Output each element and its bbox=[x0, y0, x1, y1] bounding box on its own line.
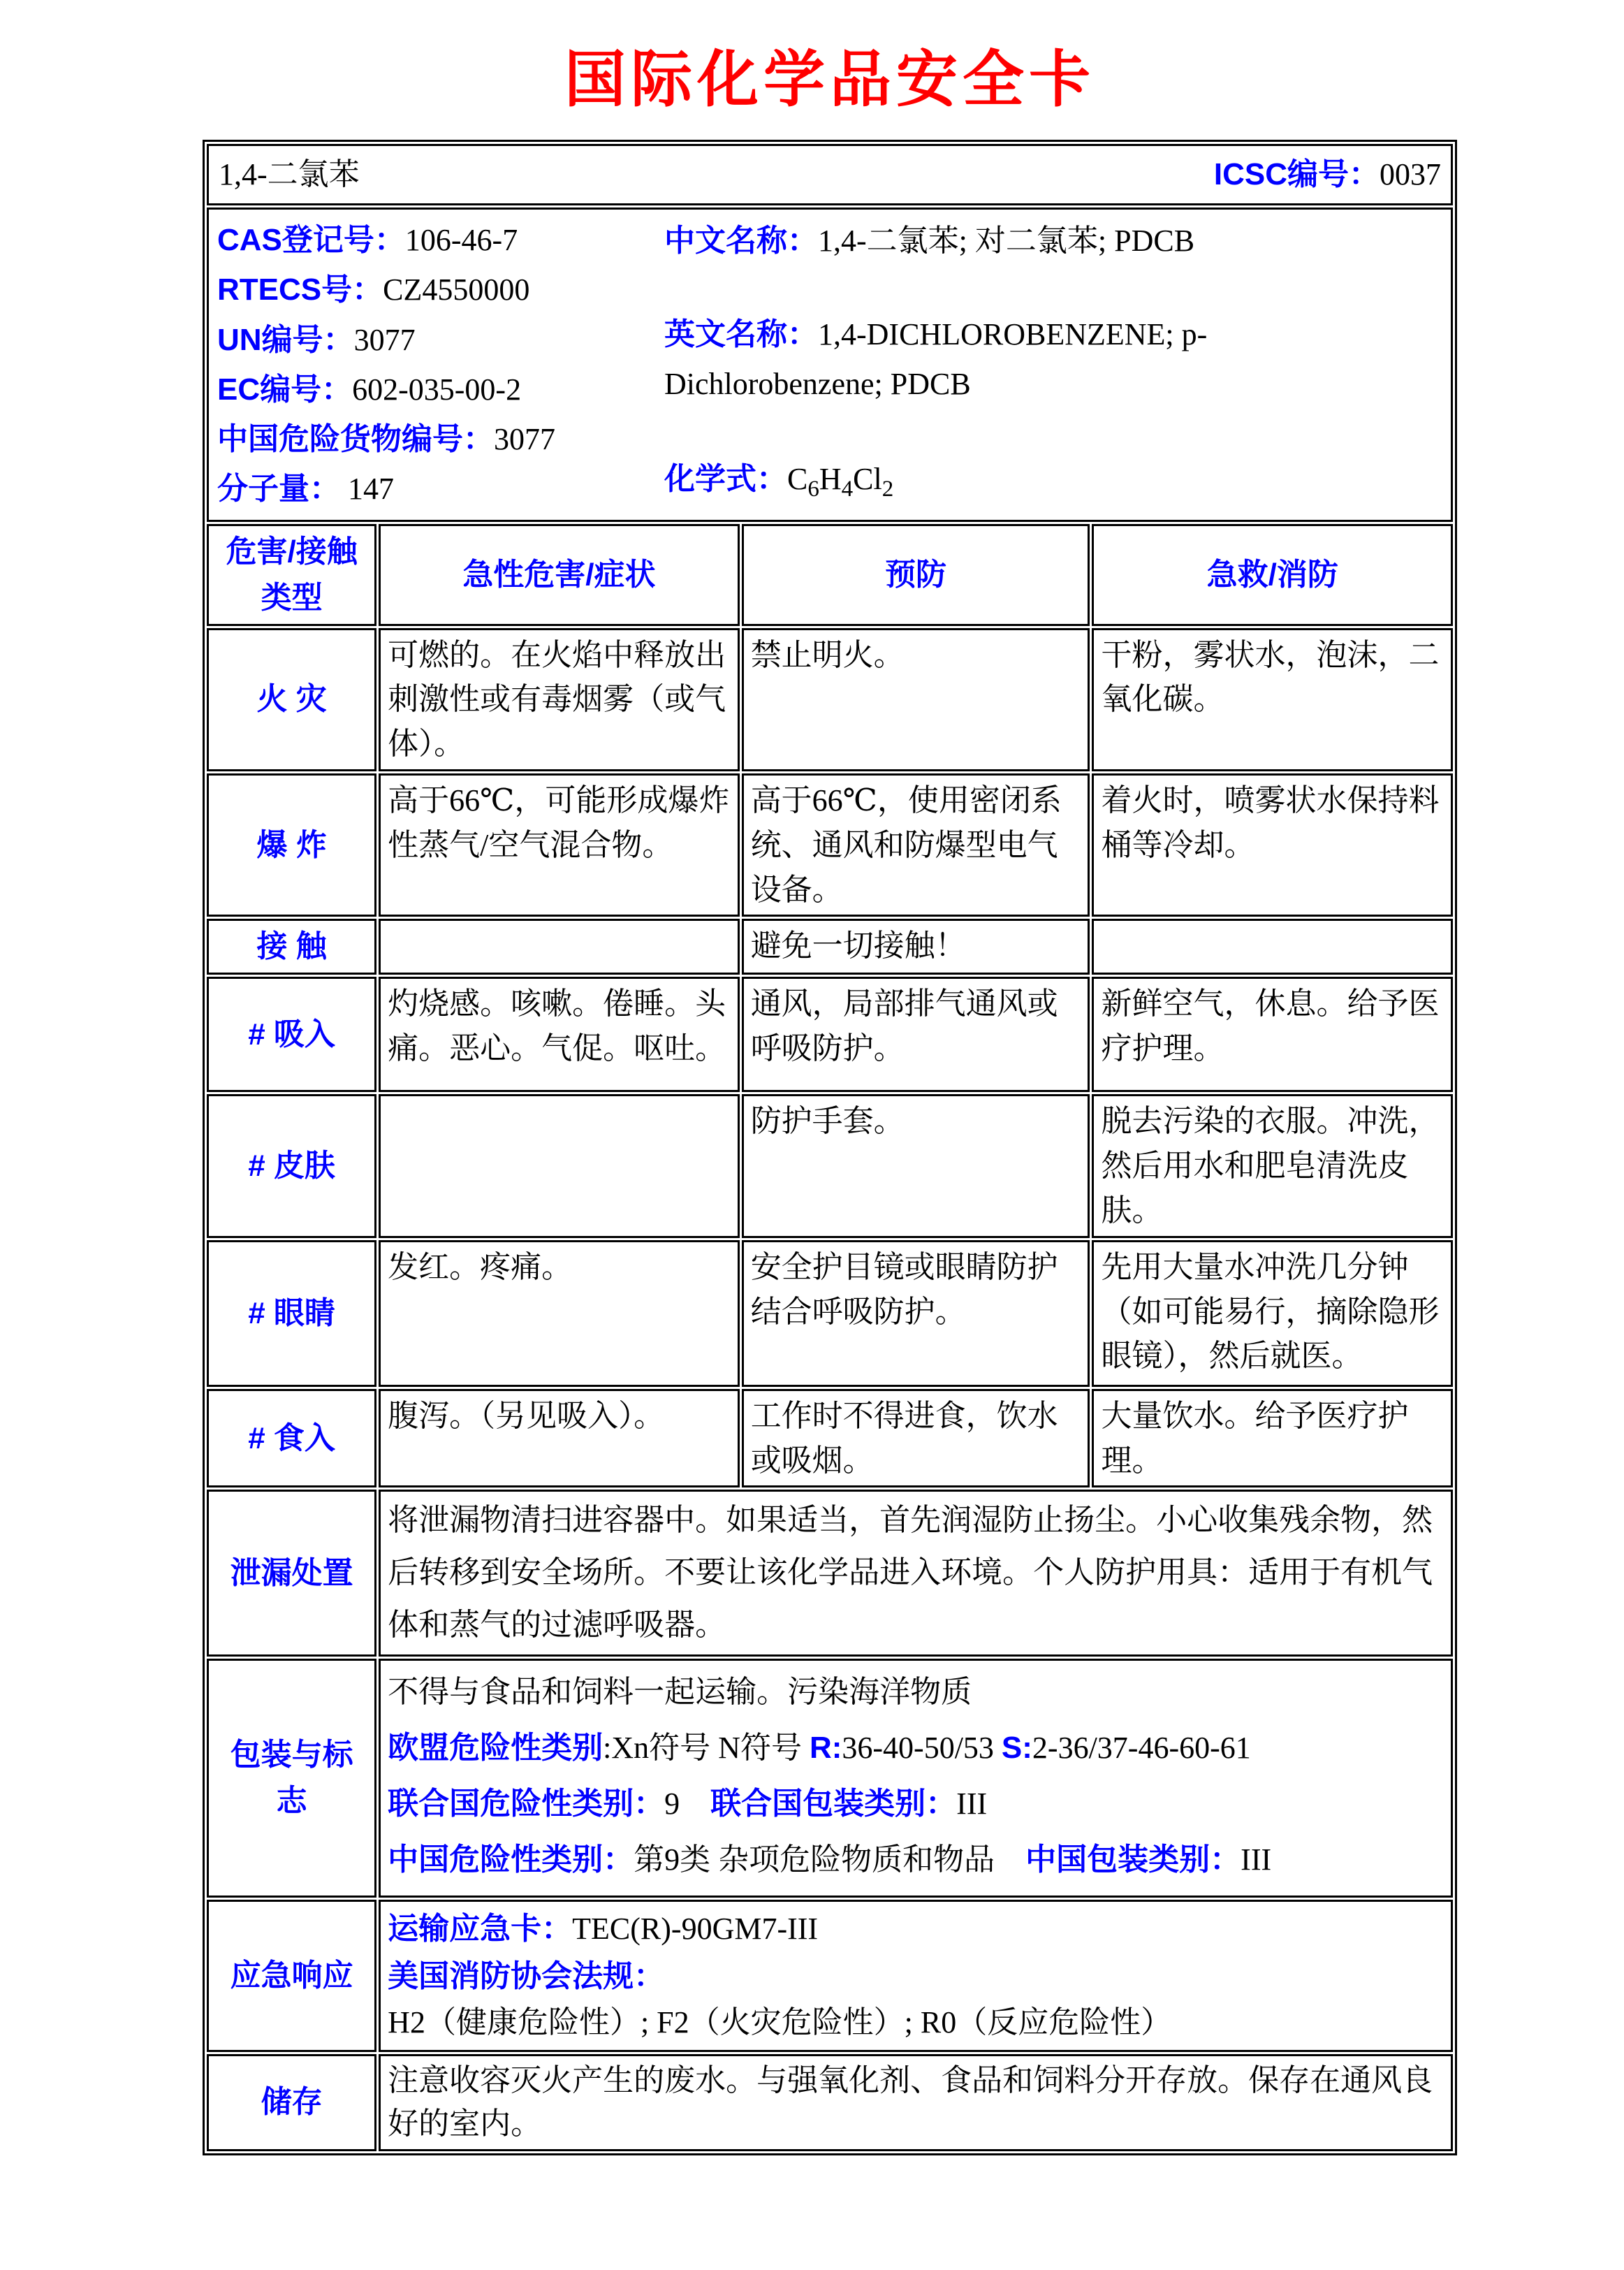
hazard-row-inhalation bbox=[207, 977, 1453, 1092]
fire-response: 干粉，雾状水，泡沫，二氧化碳。 bbox=[1092, 628, 1453, 771]
contact-symptoms bbox=[379, 919, 740, 975]
inhalation-response: 新鲜空气，休息。给予医疗护理。 bbox=[1092, 977, 1453, 1092]
ec-number-label: EC编号： bbox=[217, 372, 353, 407]
english-name-block bbox=[664, 310, 1442, 409]
ingestion-prevention: 工作时不得进食，饮水或吸烟。 bbox=[742, 1389, 1090, 1488]
hazard-type-explosion: 爆 炸 bbox=[207, 773, 376, 917]
cas-number-label: CAS登记号： bbox=[217, 223, 405, 257]
chinese-name-line bbox=[664, 217, 1442, 265]
packaging-transport-note: 不得与食品和饲料一起运输。污染海洋物质 bbox=[388, 1674, 972, 1709]
skin-prevention: 防护手套。 bbox=[742, 1094, 1090, 1237]
inhalation-symptoms: 灼烧感。咳嗽。倦睡。头痛。恶心。气促。呕吐。 bbox=[379, 977, 740, 1092]
emergency-response-row bbox=[207, 1900, 1453, 2052]
hazard-header-row bbox=[207, 524, 1453, 626]
spill-disposal-row bbox=[207, 1490, 1453, 1656]
rtecs-number-label: RTECS号： bbox=[217, 272, 383, 307]
english-name-value-line2: Dichlorobenzene; PDCB bbox=[664, 366, 971, 401]
identifiers-cell bbox=[207, 208, 1453, 522]
english-name-value-line1: 1,4-DICHLOROBENZENE; p- bbox=[818, 317, 1208, 352]
china-dg-number-line bbox=[217, 414, 664, 464]
identifiers-right-column bbox=[664, 215, 1442, 514]
molecular-weight-value: 147 bbox=[340, 472, 394, 507]
inhalation-prevention: 通风，局部排气通风或呼吸防护。 bbox=[742, 977, 1090, 1092]
hazard-type-contact: 接 触 bbox=[207, 919, 376, 975]
section-title-emergency-response: 应急响应 bbox=[207, 1900, 376, 2052]
icsc-number: 0037 bbox=[1380, 157, 1441, 192]
section-title-storage: 储存 bbox=[207, 2054, 376, 2151]
china-hazard-class-line: 中国危险性类别：第9类 杂项危险物质和物品 中国包装类别：III bbox=[388, 1842, 1272, 1877]
column-header-prevention: 预防 bbox=[742, 524, 1090, 626]
identifiers-left-column bbox=[217, 215, 664, 514]
identifiers-grid bbox=[216, 212, 1444, 517]
rtecs-number-line bbox=[217, 265, 664, 314]
fire-symptoms: 可燃的。在火焰中释放出刺激性或有毒烟雾（或气体）。 bbox=[379, 628, 740, 771]
fire-prevention: 禁止明火。 bbox=[742, 628, 1090, 771]
section-title-packaging-labelling: 包装与标志 bbox=[207, 1659, 376, 1898]
hazard-row-ingestion bbox=[207, 1389, 1453, 1488]
formula-line bbox=[664, 455, 1442, 504]
storage-row bbox=[207, 2054, 1453, 2151]
topbar bbox=[216, 149, 1444, 201]
storage-text: 注意收容灭火产生的废水。与强氧化剂、食品和饲料分开存放。保存在通风良好的室内。 bbox=[379, 2054, 1453, 2151]
chinese-name-label: 中文名称： bbox=[664, 224, 818, 258]
english-name-label: 英文名称： bbox=[664, 317, 818, 352]
chemical-name: 1,4-二氯苯 bbox=[219, 157, 360, 192]
un-number-value: 3077 bbox=[353, 322, 416, 357]
identifiers-row bbox=[207, 208, 1453, 522]
rtecs-number-value: CZ4550000 bbox=[383, 272, 530, 307]
column-header-response: 急救/消防 bbox=[1092, 524, 1453, 626]
hazard-type-ingestion: # 食入 bbox=[207, 1389, 376, 1488]
china-dg-number-label: 中国危险货物编号： bbox=[217, 422, 494, 457]
eyes-prevention: 安全护目镜或眼睛防护结合呼吸防护。 bbox=[742, 1240, 1090, 1387]
packaging-labelling-row bbox=[207, 1659, 1453, 1898]
explosion-symptoms: 高于66℃，可能形成爆炸性蒸气/空气混合物。 bbox=[379, 773, 740, 917]
molecular-weight-label: 分子量： bbox=[217, 472, 340, 507]
spill-disposal-text: 将泄漏物清扫进容器中。如果适当，首先润湿防止扬尘。小心收集残余物，然后转移到安全场所。不要让该化学品进入环境。个人防护用具：适用于有机气体和蒸气的过滤呼吸器。 bbox=[379, 1490, 1453, 1656]
section-title-spill-disposal: 泄漏处置 bbox=[207, 1490, 376, 1656]
card-header-cell bbox=[207, 144, 1453, 205]
explosion-prevention: 高于66℃，使用密闭系统、通风和防爆型电气设备。 bbox=[742, 773, 1090, 917]
ec-number-line bbox=[217, 365, 664, 414]
un-number-label: UN编号： bbox=[217, 322, 354, 357]
contact-prevention: 避免一切接触！ bbox=[742, 919, 1090, 975]
page-title: 国际化学品安全卡 bbox=[564, 47, 1095, 115]
hazard-row-skin bbox=[207, 1094, 1453, 1237]
card-header-row bbox=[207, 144, 1453, 205]
hazard-row-eyes bbox=[207, 1240, 1453, 1387]
icsc-label: ICSC编号： bbox=[1213, 157, 1380, 192]
eyes-symptoms: 发红。疼痛。 bbox=[379, 1240, 740, 1387]
safety-card-table bbox=[203, 140, 1457, 2155]
icsc-number-group bbox=[1214, 152, 1441, 197]
molecular-weight-line bbox=[217, 464, 664, 514]
skin-symptoms bbox=[379, 1094, 740, 1237]
china-dg-number-value: 3077 bbox=[494, 422, 555, 457]
column-header-symptoms: 急性危害/症状 bbox=[379, 524, 740, 626]
ec-number-value: 602-035-00-2 bbox=[352, 372, 522, 407]
hazard-type-eyes: # 眼睛 bbox=[207, 1240, 376, 1387]
hazard-type-inhalation: # 吸入 bbox=[207, 977, 376, 1092]
cas-number-line bbox=[217, 215, 664, 265]
transport-emergency-card-line: 运输应急卡：TEC(R)-90GM7-III bbox=[388, 1911, 819, 1946]
cas-number-value: 106-46-7 bbox=[404, 223, 518, 257]
hazard-row-fire bbox=[207, 628, 1453, 771]
eu-hazard-class-line: 欧盟危险性类别:Xn符号 N符号 R:36-40-50/53 S:2-36/37-46-60-61 bbox=[388, 1730, 1251, 1765]
chemical-formula: $C_6H_4Cl_2$ bbox=[787, 462, 894, 502]
hazard-row-explosion bbox=[207, 773, 1453, 917]
nfpa-code-line: 美国消防协会法规：H2（健康危险性）; F2（火灾危险性）; R0（反应危险性） bbox=[388, 1958, 1172, 2039]
ingestion-response: 大量饮水。给予医疗护理。 bbox=[1092, 1389, 1453, 1488]
hazard-row-contact bbox=[207, 919, 1453, 975]
skin-response: 脱去污染的衣服。冲洗，然后用水和肥皂清洗皮肤。 bbox=[1092, 1094, 1453, 1237]
explosion-response: 着火时，喷雾状水保持料桶等冷却。 bbox=[1092, 773, 1453, 917]
packaging-labelling-content bbox=[379, 1659, 1453, 1898]
eyes-response: 先用大量水冲洗几分钟（如可能易行，摘除隐形眼镜），然后就医。 bbox=[1092, 1240, 1453, 1387]
ingestion-symptoms: 腹泻。（另见吸入）。 bbox=[379, 1389, 740, 1488]
column-header-hazard-type: 危害/接触类型 bbox=[207, 524, 376, 626]
contact-response bbox=[1092, 919, 1453, 975]
emergency-response-content bbox=[379, 1900, 1453, 2052]
un-hazard-class-line: 联合国危险性类别：9 联合国包装类别：III bbox=[388, 1786, 988, 1821]
hazard-type-skin: # 皮肤 bbox=[207, 1094, 376, 1237]
formula-label: 化学式： bbox=[664, 462, 787, 497]
chinese-name-value: 1,4-二氯苯; 对二氯苯; PDCB bbox=[818, 224, 1195, 258]
un-number-line bbox=[217, 315, 664, 365]
hazard-type-fire: 火 灾 bbox=[207, 628, 376, 771]
